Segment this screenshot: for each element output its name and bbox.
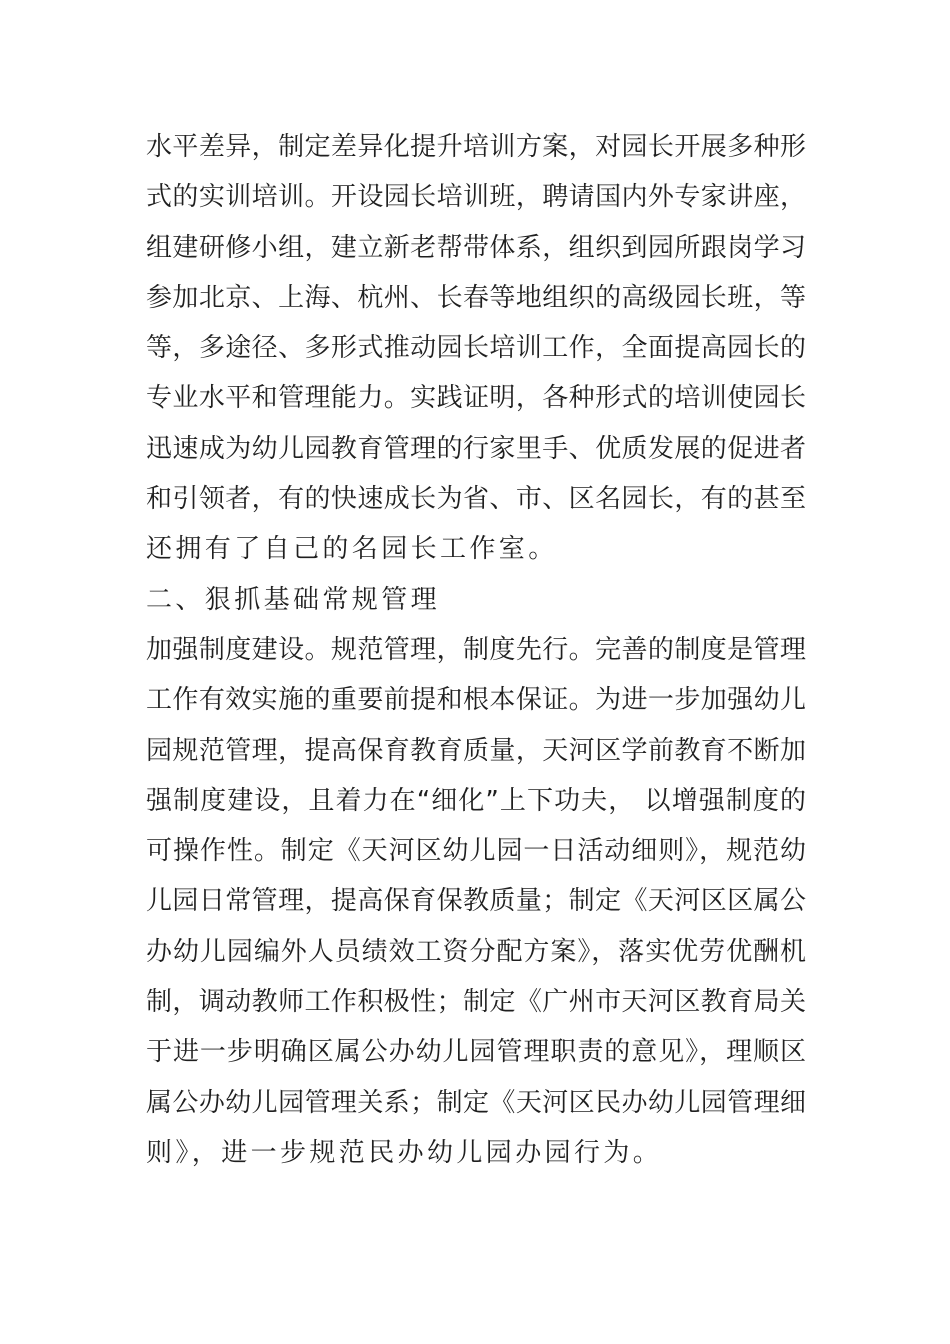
paragraph-line: 强制度建设，且着力在“细化”上下功夫， 以增强制度的 (146, 785, 806, 816)
paragraph-line-last: 还拥有了自己的名园长工作室。 (146, 534, 558, 565)
paragraph-line: 参加北京、上海、杭州、长春等地组织的高级园长班，等 (146, 282, 806, 313)
paragraph-line: 园规范管理，提高保育教育质量，天河区学前教育不断加 (146, 735, 806, 766)
paragraph-line-last: 则》，进一步规范民办幼儿园办园行为。 (146, 1137, 663, 1168)
paragraph-line: 制，调动教师工作积极性；制定《广州市天河区教育局关 (146, 987, 806, 1018)
paragraph-line: 组建研修小组，建立新老帮带体系，组织到园所跟岗学习 (146, 232, 806, 263)
paragraph-line: 加强制度建设。规范管理，制度先行。完善的制度是管理 (146, 634, 806, 665)
paragraph-line: 式的实训培训。开设园长培训班，聘请国内外专家讲座， (146, 182, 806, 213)
paragraph-line: 于进一步明确区属公办幼儿园管理职责的意见》，理顺区 (146, 1037, 806, 1068)
paragraph-line: 儿园日常管理，提高保育保教质量；制定《天河区区属公 (146, 886, 806, 917)
paragraph-line: 专业水平和管理能力。实践证明，各种形式的培训使园长 (146, 383, 806, 414)
paragraph-line: 可操作性。制定《天河区幼儿园一日活动细则》，规范幼 (146, 836, 806, 867)
paragraph-line: 和引领者，有的快速成长为省、市、区名园长，有的甚至 (146, 484, 806, 515)
paragraph-line: 办幼儿园编外人员绩效工资分配方案》，落实优劳优酬机 (146, 936, 806, 967)
paragraph-line: 属公办幼儿园管理关系；制定《天河区民办幼儿园管理细 (146, 1087, 806, 1118)
paragraph-line: 水平差异，制定差异化提升培训方案，对园长开展多种形 (146, 132, 806, 162)
paragraph-line: 工作有效实施的重要前提和根本保证。为进一步加强幼儿 (146, 685, 806, 716)
section-heading: 二、狠抓基础常规管理 (146, 584, 441, 615)
body-text (146, 122, 806, 1178)
paragraph-line: 迅速成为幼儿园教育管理的行家里手、优质发展的促进者 (146, 433, 806, 464)
paragraph-line: 等，多途径、多形式推动园长培训工作，全面提高园长的 (146, 333, 806, 364)
